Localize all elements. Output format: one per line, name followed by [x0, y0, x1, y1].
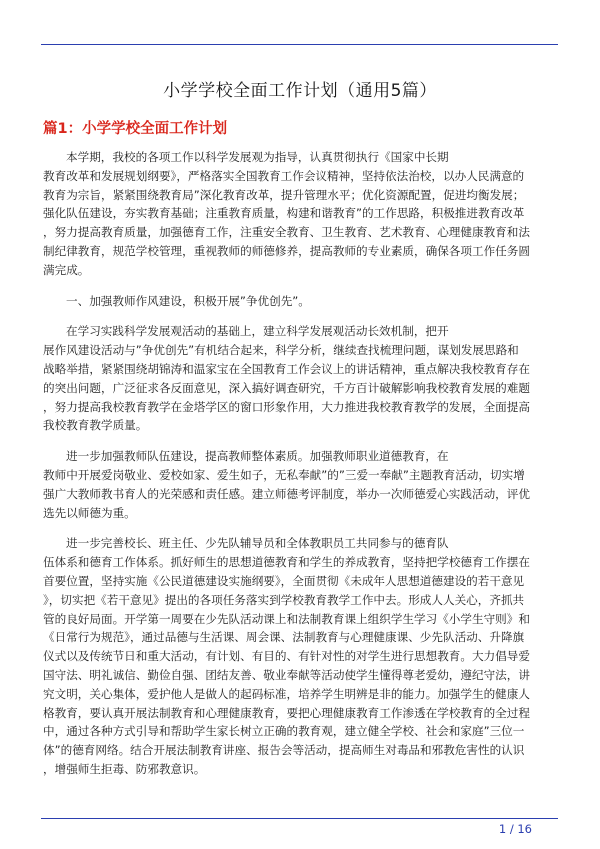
text-line: 中，通过各种方式引导和帮助学生家长树立正确的教育观，建立健全学校、社会和家庭”三位一 [43, 724, 525, 739]
page-title: 小学学校全面工作计划（通用5篇） [163, 81, 437, 101]
text-line: 体”的德育网络。结合开展法制教育讲座、报告会等活动，提高师生对毒品和邪教危害性的认识 [43, 743, 525, 758]
text-line: 进一步完善校长、班主任、少先队辅导员和全体教职员工共同参与的德育队 [66, 536, 449, 551]
text-line: 展作风建设活动与”争优创先”有机结合起来，科学分析，继续查找梳理问题，谋划发展思路和 [43, 343, 519, 358]
text-line: 的突出问题，广泛征求各反面意见，深入搞好调查研究，千方百计破解影响我校教育发展的难题 [43, 380, 530, 395]
text-line: 教育改革和发展规划纲要》，严格落实全国教育工作会议精神，坚持依法治校，以办人民满意的 [43, 168, 525, 183]
text-line: 》，切实把《若干意见》提出的各项任务落实到学校教育教学工作中去。形成人人关心，齐抓共 [43, 592, 525, 607]
footer-rule [41, 818, 558, 819]
text-line: 首要位置，坚持实施《公民道德建设实施纲要》，全面贯彻《未成年人思想道德建设的若干意见 [43, 573, 525, 588]
text-line: 教师中开展爱岗敬业、爱校如家、爱生如子，无私奉献”的”三爱一奉献”主题教育活动，切实增 [43, 467, 525, 482]
text-line: 本学期，我校的各项工作以科学发展观为指导，认真贯彻执行《国家中长期 [66, 150, 449, 164]
text-line: 教育为宗旨，紧紧围绕教育局”深化教育改革，提升管理水平；优化资源配置，促进均衡发展； [43, 187, 525, 202]
text-line: ，努力提高教育质量，加强德育工作，注重安全教育、卫生教育、艺术教育、心理健康教育和法 [43, 225, 530, 240]
paragraph-2 [43, 322, 557, 435]
text-line: 仪式以及传统节日和重大活动，有计划、有目的、有针对性的对学生进行思想教育。大力倡导爱 [43, 649, 530, 664]
document-body [43, 148, 557, 791]
paragraph-4 [43, 534, 557, 778]
text-line: 我校教育教学质量。 [43, 418, 148, 433]
text-line: 伍体系和德育工作体系。抓好师生的思想道德教育和学生的养成教育，坚持把学校德育工作摆在 [43, 555, 530, 570]
text-line: 强化队伍建设，夯实教育基础；注重教育质量，构建和谐教育”的工作思路，积极推进教育改革 [43, 206, 525, 221]
text-line: 格教育，要认真开展法制教育和心理健康教育，要把心理健康教育工作渗透在学校教育的全过程 [43, 705, 530, 720]
text-line: 管的良好局面。开学第一周要在少先队活动课上和法制教育课上组织学生学习《小学生守则》和 [43, 611, 530, 626]
page-indicator: 1 / 16 [498, 822, 532, 836]
section-heading: 篇1：小学学校全面工作计划 [43, 121, 228, 137]
header-rule [41, 44, 558, 45]
text-line: 在学习实践科学发展观活动的基础上，建立科学发展观活动长效机制，把开 [66, 324, 449, 339]
text-line: ，增强师生拒毒、防邪教意识。 [43, 761, 206, 776]
text-line: 强广大教师教书育人的光荣感和责任感。建立师德考评制度，举办一次师德爱心实践活动，评优 [43, 486, 530, 501]
text-line: ，努力提高我校教育教学在金塔学区的窗口形象作用，大力推进我校教育教学的发展，全面提高 [43, 399, 530, 414]
text-line: 究文明，关心集体，爱护他人是做人的起码标准，培养学生明辨是非的能力。加强学生的健康人 [43, 686, 530, 701]
text-line: 满完成。 [43, 262, 90, 277]
text-line: 国守法、明礼诚信、勤俭自强、团结友善、敬业奉献等活动使学生懂得尊老爱幼，遵纪守法，讲 [43, 667, 530, 682]
paragraph-1 [43, 148, 557, 280]
text-line: 战略举措，紧紧围绕胡锦涛和温家宝在全国教育工作会议上的讲话精神，重点解决我校教育存在 [43, 361, 530, 376]
text-line: 《日常行为规范》，通过品德与生活课、周会课、法制教育与心理健康课、少先队活动、升降旗 [43, 630, 525, 645]
text-line: 进一步加强教师队伍建设，提高教师整体素质。加强教师职业道德教育，在 [66, 449, 449, 464]
text-line: 选先以师德为重。 [43, 505, 136, 520]
paragraph-3 [43, 447, 557, 522]
text-line: 制纪律教育，规范学校管理，重视教师的师德修养，提高教师的专业素质，确保各项工作任务圆 [43, 243, 530, 258]
subheading: 一、加强教师作风建设，积极开展”争优创先”。 [66, 293, 310, 308]
